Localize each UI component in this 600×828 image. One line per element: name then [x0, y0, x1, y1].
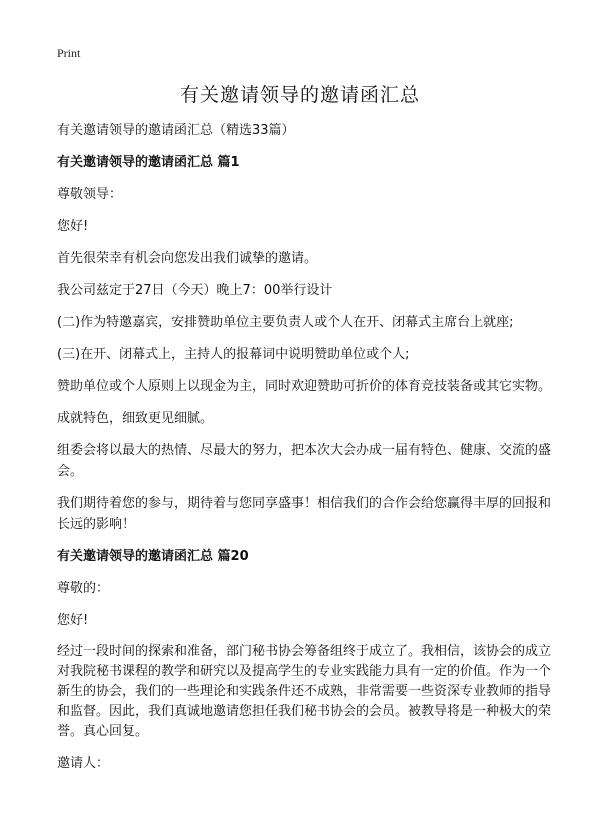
print-link[interactable]: Print	[57, 46, 81, 60]
page-title: 有关邀请领导的邀请函汇总	[179, 84, 420, 106]
paragraph: (三)在开、闭幕式上，主持人的报幕词中说明赞助单位或个人;	[57, 347, 410, 362]
salutation: 尊敬的：	[57, 581, 110, 596]
paragraph: 首先很荣幸有机会向您发出我们诚挚的邀请。	[57, 251, 318, 266]
paragraph: 成就特色，细致更见细腻。	[57, 411, 214, 426]
salutation: 尊敬领导：	[57, 187, 123, 202]
greeting: 您好!	[57, 219, 89, 234]
paragraph: (二)作为特邀嘉宾，安排赞助单位主要负责人或个人在开、闭幕式主席台上就座;	[57, 315, 514, 330]
paragraph: 我们期待着您的参与，期待着与您同享盛事！相信我们的合作会给您赢得丰厚的回报和长远的影响！	[57, 496, 552, 532]
paragraph: 我公司兹定于27日（今天）晚上7：00举行设计	[57, 283, 333, 298]
document-body	[57, 120, 557, 785]
paragraph: 赞助单位或个人原则上以现金为主，同时欢迎赞助可折价的体育竞技装备或其它实物。	[57, 379, 552, 394]
section-heading: 有关邀请领导的邀请函汇总 篇1	[57, 155, 240, 170]
greeting: 您好!	[57, 613, 89, 628]
paragraph: 组委会将以最大的热情、尽最大的努力，把本次大会办成一届有特色、健康、交流的盛会。	[57, 443, 552, 479]
document-subtitle: 有关邀请领导的邀请函汇总（精选33篇）	[57, 123, 295, 138]
section-heading: 有关邀请领导的邀请函汇总 篇20	[57, 549, 249, 564]
signature-label: 邀请人：	[57, 756, 110, 771]
paragraph: 经过一段时间的探索和准备，部门秘书协会筹备组终于成立了。我相信，该协会的成立对我院秘书课程的教学和研究以及提高学生的专业实践能力具有一定的价值。作为一个新生的协会，我们的一些理论和实践条件还不成熟，非常需要一些资深专业教师的指导和监督。因此，我们真诚地邀请您担任我们秘书协会的会员。被教导将是一种极大的荣誉。真心回复。	[57, 644, 552, 739]
